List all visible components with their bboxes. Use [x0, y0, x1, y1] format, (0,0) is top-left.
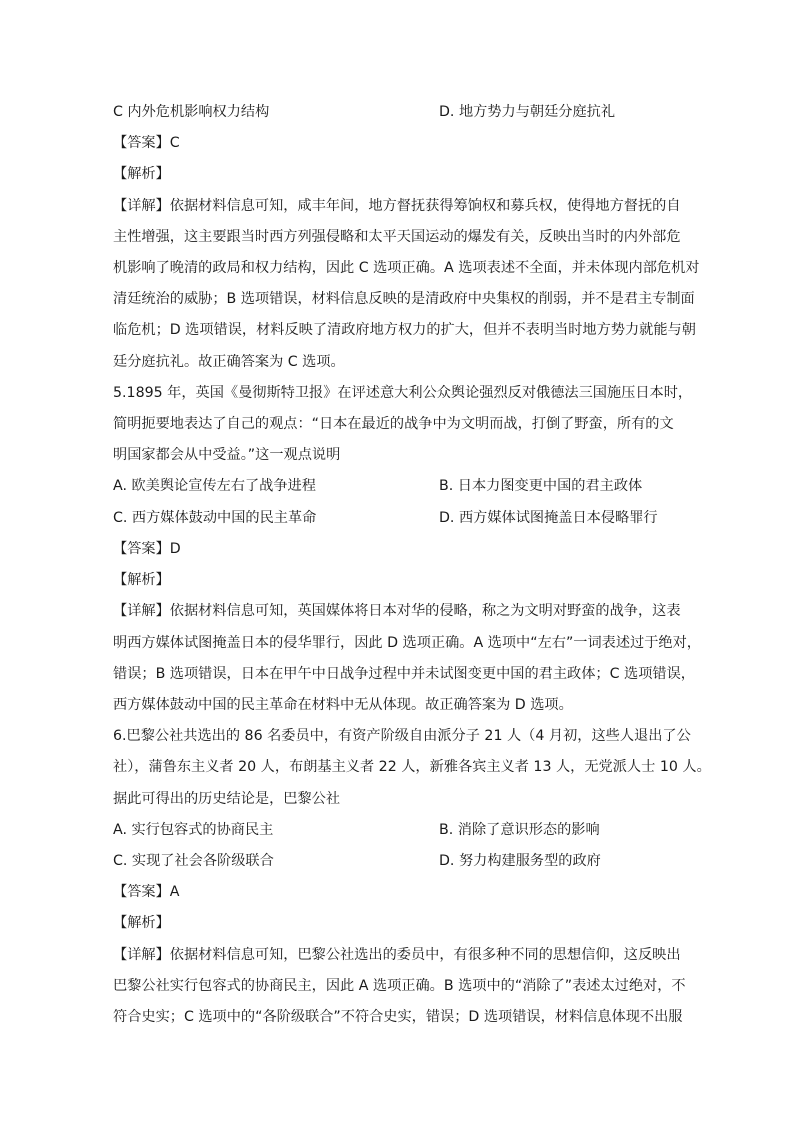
q5-answer: [113, 539, 181, 559]
q5-detail-line: 错误；B 选项错误，日本在甲午中日战争过程中并未试图变更中国的君主政体；C 选项错误，: [113, 666, 695, 682]
q5-detail-line: 西方媒体鼓动中国的民主革命在材料中无从体现。故正确答案为 D 选项。: [113, 697, 573, 713]
q6-option-c: C. 实现了社会各阶级联合: [113, 853, 274, 869]
q4-detail-line: 【详解】依据材料信息可知，咸丰年间，地方督抚获得筹饷权和募兵权，使得地方督抚的自: [113, 198, 681, 214]
q5-stem-line: 明国家都会从中受益。”这一观点说明: [113, 447, 341, 463]
answer-label: 【答案】: [113, 541, 170, 557]
answer-value: D: [169, 541, 181, 557]
q6-stem-line: 社），蒲鲁东主义者 20 人，布朗基主义者 22 人，新雅各宾主义者 13 人，无党派人士 10 人。: [113, 759, 711, 775]
q4-analysis-label: 【解析】: [113, 166, 170, 182]
q5-option-a: A. 欧美舆论宣传左右了战争进程: [113, 478, 316, 494]
q6-analysis-label: 【解析】: [113, 915, 170, 931]
q6-detail-line: 【详解】依据材料信息可知，巴黎公社选出的委员中，有很多种不同的思想信仰，这反映出: [113, 947, 681, 963]
q6-option-a: A. 实行包容式的协商民主: [113, 822, 274, 838]
q5-option-c: C. 西方媒体鼓动中国的民主革命: [113, 510, 317, 526]
q5-detail-line: 明西方媒体试图掩盖日本的侵华罪行，因此 D 选项正确。A 选项中“左右”一词表述过于绝对，: [113, 635, 701, 651]
q4-option-c: C 内外危机影响权力结构: [113, 104, 270, 120]
q6-answer: [113, 882, 179, 902]
q4-answer: [113, 133, 180, 153]
q6-detail-line: 巴黎公社实行包容式的协商民主，因此 A 选项正确。B 选项中的“消除了”表述太过绝对，不: [113, 978, 686, 994]
q5-stem-line: 简明扼要地表达了自己的观点：“日本在最近的战争中为文明而战，打倒了野蛮，所有的文: [113, 416, 674, 432]
q6-option-b: B. 消除了意识形态的影响: [439, 822, 600, 838]
answer-value: A: [169, 884, 180, 900]
answer-value: C: [169, 135, 180, 151]
q5-analysis-label: 【解析】: [113, 572, 170, 588]
q4-detail-line: 廷分庭抗礼。故正确答案为 C 选项。: [113, 354, 345, 370]
q6-stem-line: 6.巴黎公社共选出的 86 名委员中，有资产阶级自由派分子 21 人（4 月初，这些人退出了公: [113, 728, 691, 744]
q4-detail-line: 机影响了晚清的政局和权力结构，因此 C 选项正确。A 选项表述不全面，并未体现内部危机对: [113, 260, 700, 276]
q6-detail-line: 符合史实；C 选项中的“各阶级联合”不符合史实，错误；D 选项错误，材料信息体现不出服: [113, 1009, 683, 1025]
q4-detail-line: 清廷统治的威胁；B 选项错误，材料信息反映的是清政府中央集权的削弱，并不是君主专制面: [113, 291, 695, 307]
q5-option-b: B. 日本力图变更中国的君主政体: [439, 478, 643, 494]
q6-stem-line: 据此可得出的历史结论是，巴黎公社: [113, 791, 341, 807]
q4-option-d: D. 地方势力与朝廷分庭抗礼: [439, 104, 616, 120]
q5-detail-line: 【详解】依据材料信息可知，英国媒体将日本对华的侵略，称之为文明对野蛮的战争，这表: [113, 603, 681, 619]
q4-detail-line: 主性增强，这主要跟当时西方列强侵略和太平天国运动的爆发有关，反映出当时的内外部危: [113, 229, 681, 245]
q5-option-d: D. 西方媒体试图掩盖日本侵略罪行: [439, 510, 658, 526]
q5-stem-line: 5.1895 年，英国《曼彻斯特卫报》在评述意大利公众舆论强烈反对俄德法三国施压日本时，: [113, 385, 693, 401]
answer-label: 【答案】: [113, 884, 170, 900]
q4-detail-line: 临危机；D 选项错误，材料反映了清政府地方权力的扩大，但并不表明当时地方势力就能与朝: [113, 322, 696, 338]
answer-label: 【答案】: [113, 135, 170, 151]
q6-option-d: D. 努力构建服务型的政府: [439, 853, 601, 869]
